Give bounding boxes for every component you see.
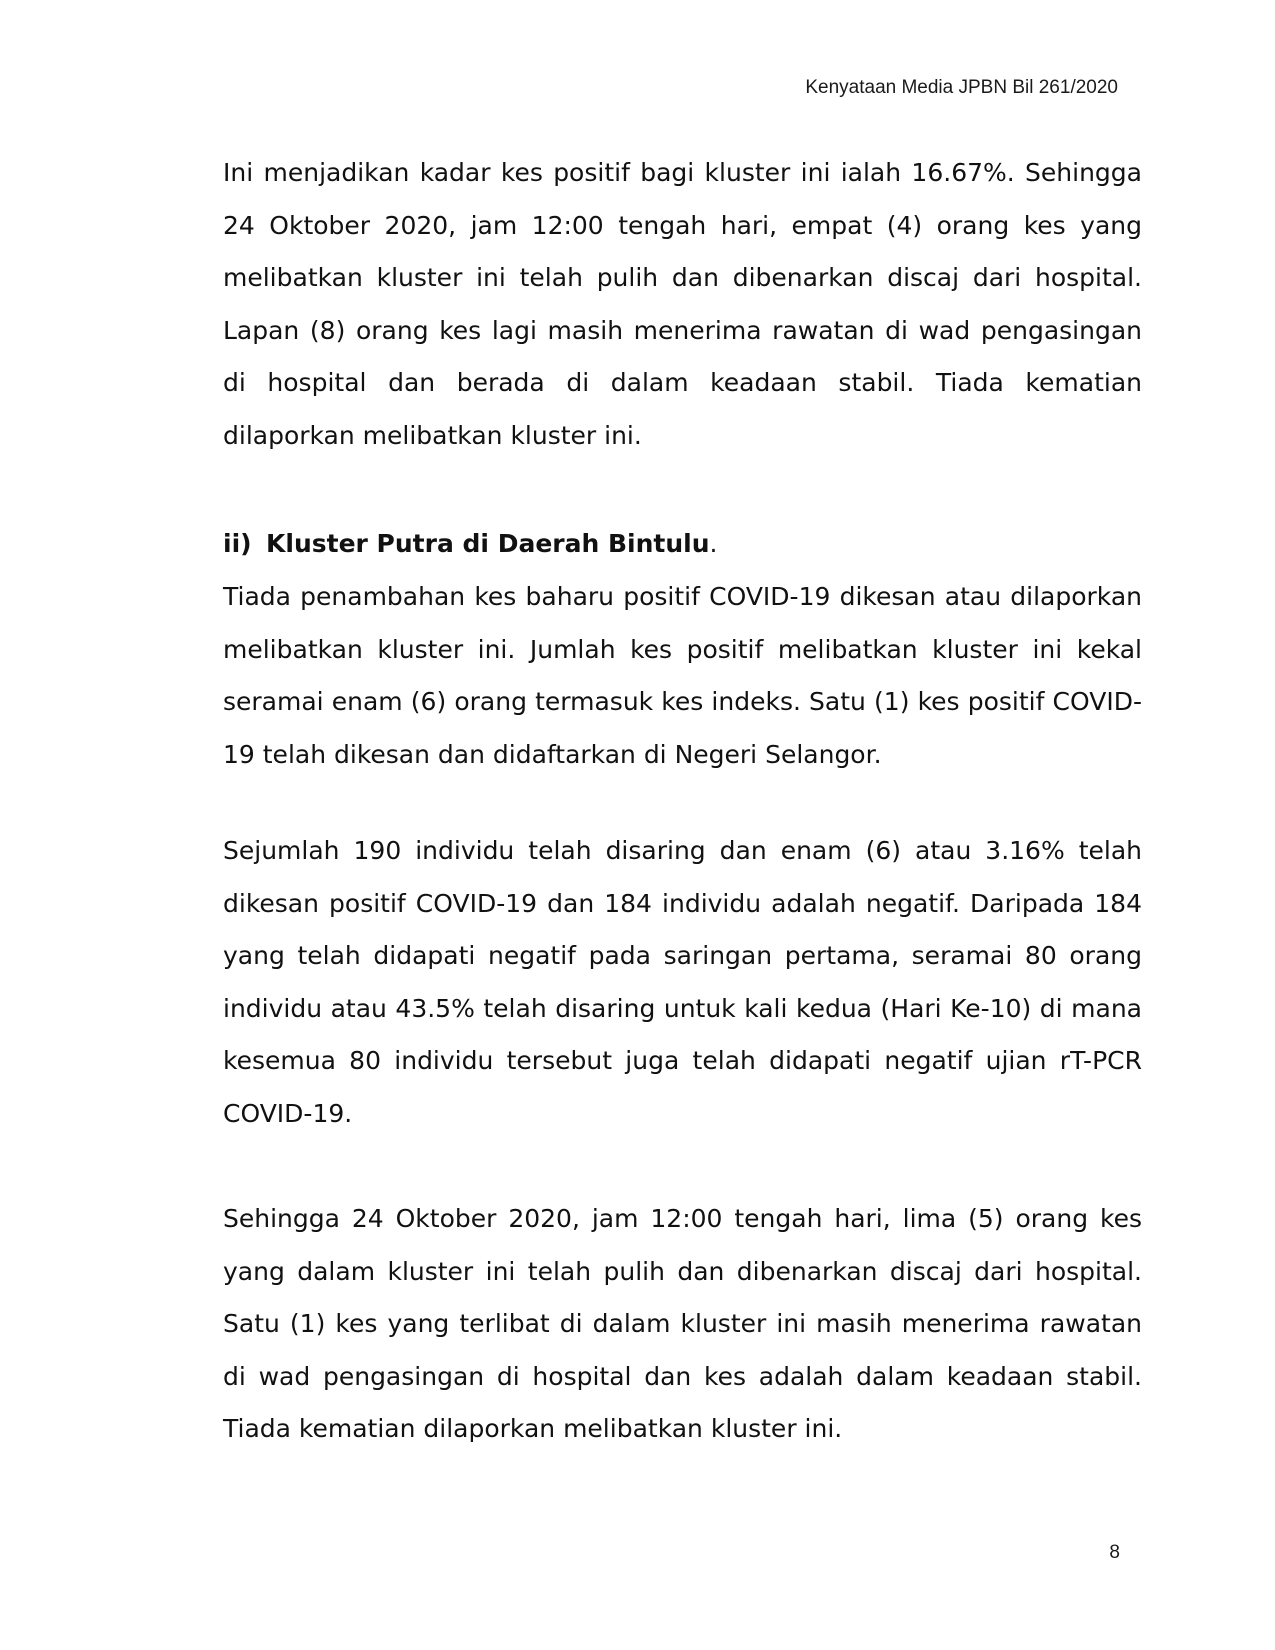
section-number: ii) bbox=[223, 529, 252, 558]
paragraph-recovery-status: Sehingga 24 Oktober 2020, jam 12:00 tengah hari, lima (5) orang kes yang dalam kluster ini telah pulih dan dibenarkan discaj dari hospital. Satu (1) kes yang terlibat di dalam kluster ini masih menerima rawatan di wad pengasingan di hospital dan kes adalah dalam keadaan stabil. Tiada kematian dilaporkan melibatkan kluster ini. bbox=[223, 1204, 1142, 1443]
page-number: 8 bbox=[1109, 1542, 1120, 1563]
paragraph-screening-results: Sejumlah 190 individu telah disaring dan enam (6) atau 3.16% telah dikesan positif COVID-19 dan 184 individu adalah negatif. Daripada 184 yang telah didapati negatif pada saringan pertama, seramai 80 orang individu atau 43.5% telah disaring untuk kali kedua (Hari Ke-10) di mana kesemua 80 individu tersebut juga telah didapati negatif ujian rT-PCR COVID-19. bbox=[223, 836, 1142, 1128]
section-title: Kluster Putra di Daerah Bintulu bbox=[266, 529, 710, 558]
paragraph-no-new-cases: Tiada penambahan kes baharu positif COVID-19 dikesan atau dilaporkan melibatkan kluster ini. Jumlah kes positif melibatkan kluster ini kekal seramai enam (6) orang termasuk kes indeks. Satu (1) kes positif COVID-19 telah dikesan dan didaftarkan di Negeri Selangor. bbox=[223, 582, 1142, 769]
section-title-period: . bbox=[709, 529, 718, 558]
paragraph-cluster-summary: Ini menjadikan kadar kes positif bagi kluster ini ialah 16.67%. Sehingga 24 Oktober 2020, jam 12:00 tengah hari, empat (4) orang kes yang melibatkan kluster ini telah pulih dan dibenarkan discaj dari hospital. Lapan (8) orang kes lagi masih menerima rawatan di wad pengasingan di hospital dan berada di dalam keadaan stabil. Tiada kematian dilaporkan melibatkan kluster ini. bbox=[223, 158, 1142, 450]
section-heading bbox=[223, 518, 1142, 571]
document-reference-header: Kenyataan Media JPBN Bil 261/2020 bbox=[805, 77, 1118, 98]
